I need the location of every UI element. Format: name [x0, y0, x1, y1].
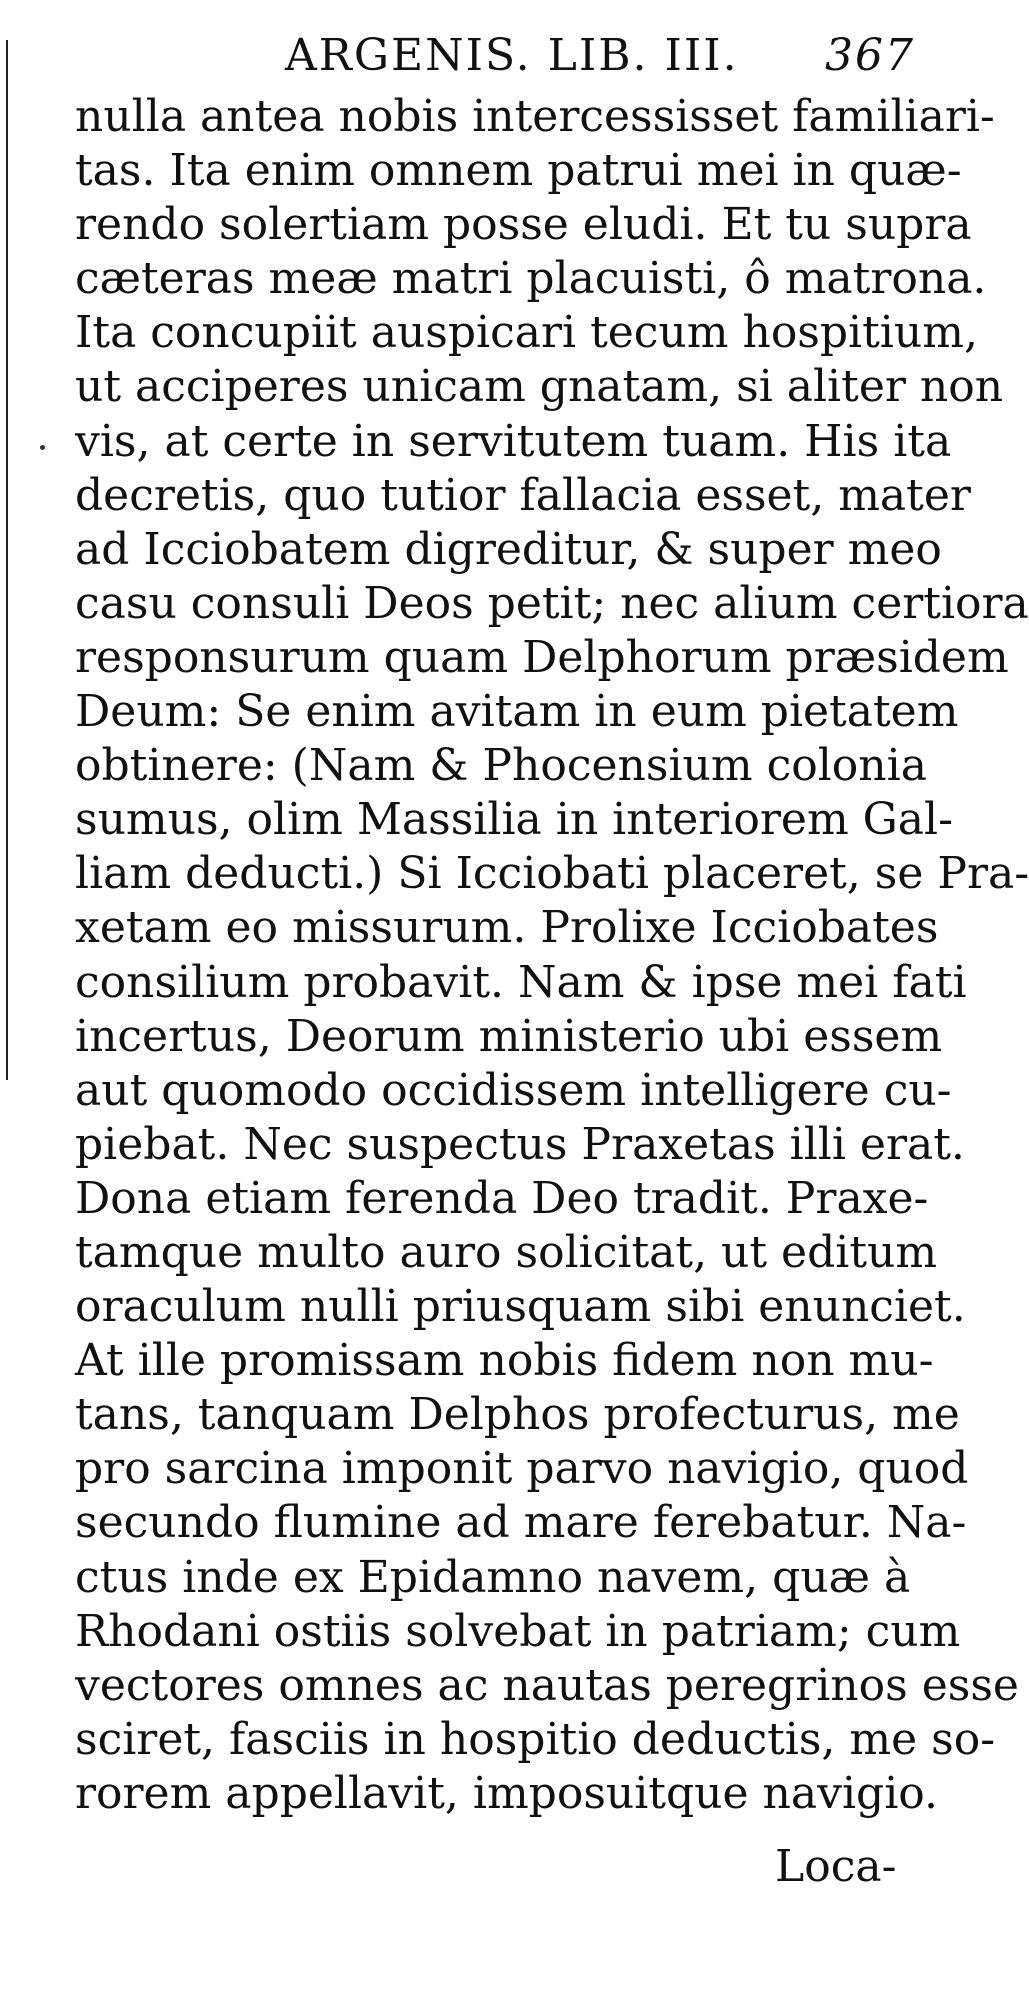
- text-line: At ille promissam nobis fidem non mu-: [75, 1335, 934, 1387]
- catchword: Loca-: [775, 1841, 897, 1892]
- text-line: Deum: Se enim avitam in eum pietatem: [75, 686, 959, 738]
- text-line: ad Icciobatem digreditur, & super meo: [75, 523, 942, 575]
- margin-rule: [6, 40, 8, 1080]
- text-line: vectores omnes ac nautas peregrinos esse: [75, 1659, 1019, 1711]
- text-line: cæteras meæ matri placuisti, ô matrona.: [75, 253, 987, 305]
- text-line: oraculum nulli priusquam sibi enunciet.: [75, 1281, 966, 1333]
- text-line: Dona etiam ferenda Deo tradit. Praxe-: [75, 1172, 929, 1224]
- text-line: tas. Ita enim omnem patrui mei in quæ-: [75, 145, 962, 197]
- text-line: tans, tanquam Delphos profecturus, me: [75, 1389, 960, 1441]
- text-line: pro sarcina imponit parvo navigio, quod: [75, 1443, 969, 1495]
- text-line: casu consuli Deos petit; nec alium certiora: [75, 577, 1029, 629]
- text-line: tamque multo auro solicitat, ut editum: [75, 1226, 938, 1278]
- running-head: ARGENIS. LIB. III.: [285, 30, 739, 81]
- text-line: aut quomodo occidissem intelligere cu-: [75, 1064, 952, 1116]
- text-line: rendo solertiam posse eludi. Et tu supra: [75, 199, 972, 251]
- text-line: decretis, quo tutior fallacia esset, mater: [75, 469, 971, 521]
- text-line: nulla antea nobis intercessisset familiari-: [75, 91, 995, 142]
- text-line: sciret, fasciis in hospitio deductis, me so-: [75, 1713, 996, 1765]
- margin-speck: [40, 445, 45, 450]
- text-line: obtinere: (Nam & Phocensium colonia: [75, 740, 927, 792]
- text-line: piebat. Nec suspectus Praxetas illi erat.: [75, 1118, 965, 1170]
- text-line: sumus, olim Massilia in interiorem Gal-: [75, 794, 953, 846]
- text-line: secundo flumine ad mare ferebatur. Na-: [75, 1497, 967, 1549]
- text-line: ctus inde ex Epidamno navem, quæ à: [75, 1551, 911, 1603]
- text-line: Ita concupiit auspicari tecum hospitium,: [75, 307, 978, 359]
- text-line: incertus, Deorum ministerio ubi essem: [75, 1010, 943, 1062]
- text-line: rorem appellavit, imposuitque navigio.: [75, 1767, 938, 1819]
- page-number: 367: [825, 30, 915, 81]
- text-line: xetam eo missurum. Prolixe Icciobates: [75, 902, 939, 954]
- text-line: vis, at certe in servitutem tuam. His ita: [75, 415, 952, 467]
- text-line: ut acciperes unicam gnatam, si aliter non: [75, 361, 1004, 413]
- text-line: Rhodani ostiis solvebat in patriam; cum: [75, 1605, 961, 1657]
- text-line: liam deducti.) Si Icciobati placeret, se Pra-: [75, 848, 1029, 900]
- text-line: consilium probavit. Nam & ipse mei fati: [75, 956, 967, 1008]
- body-text: [75, 90, 1029, 1821]
- text-line: responsurum quam Delphorum præsidem: [75, 631, 1009, 683]
